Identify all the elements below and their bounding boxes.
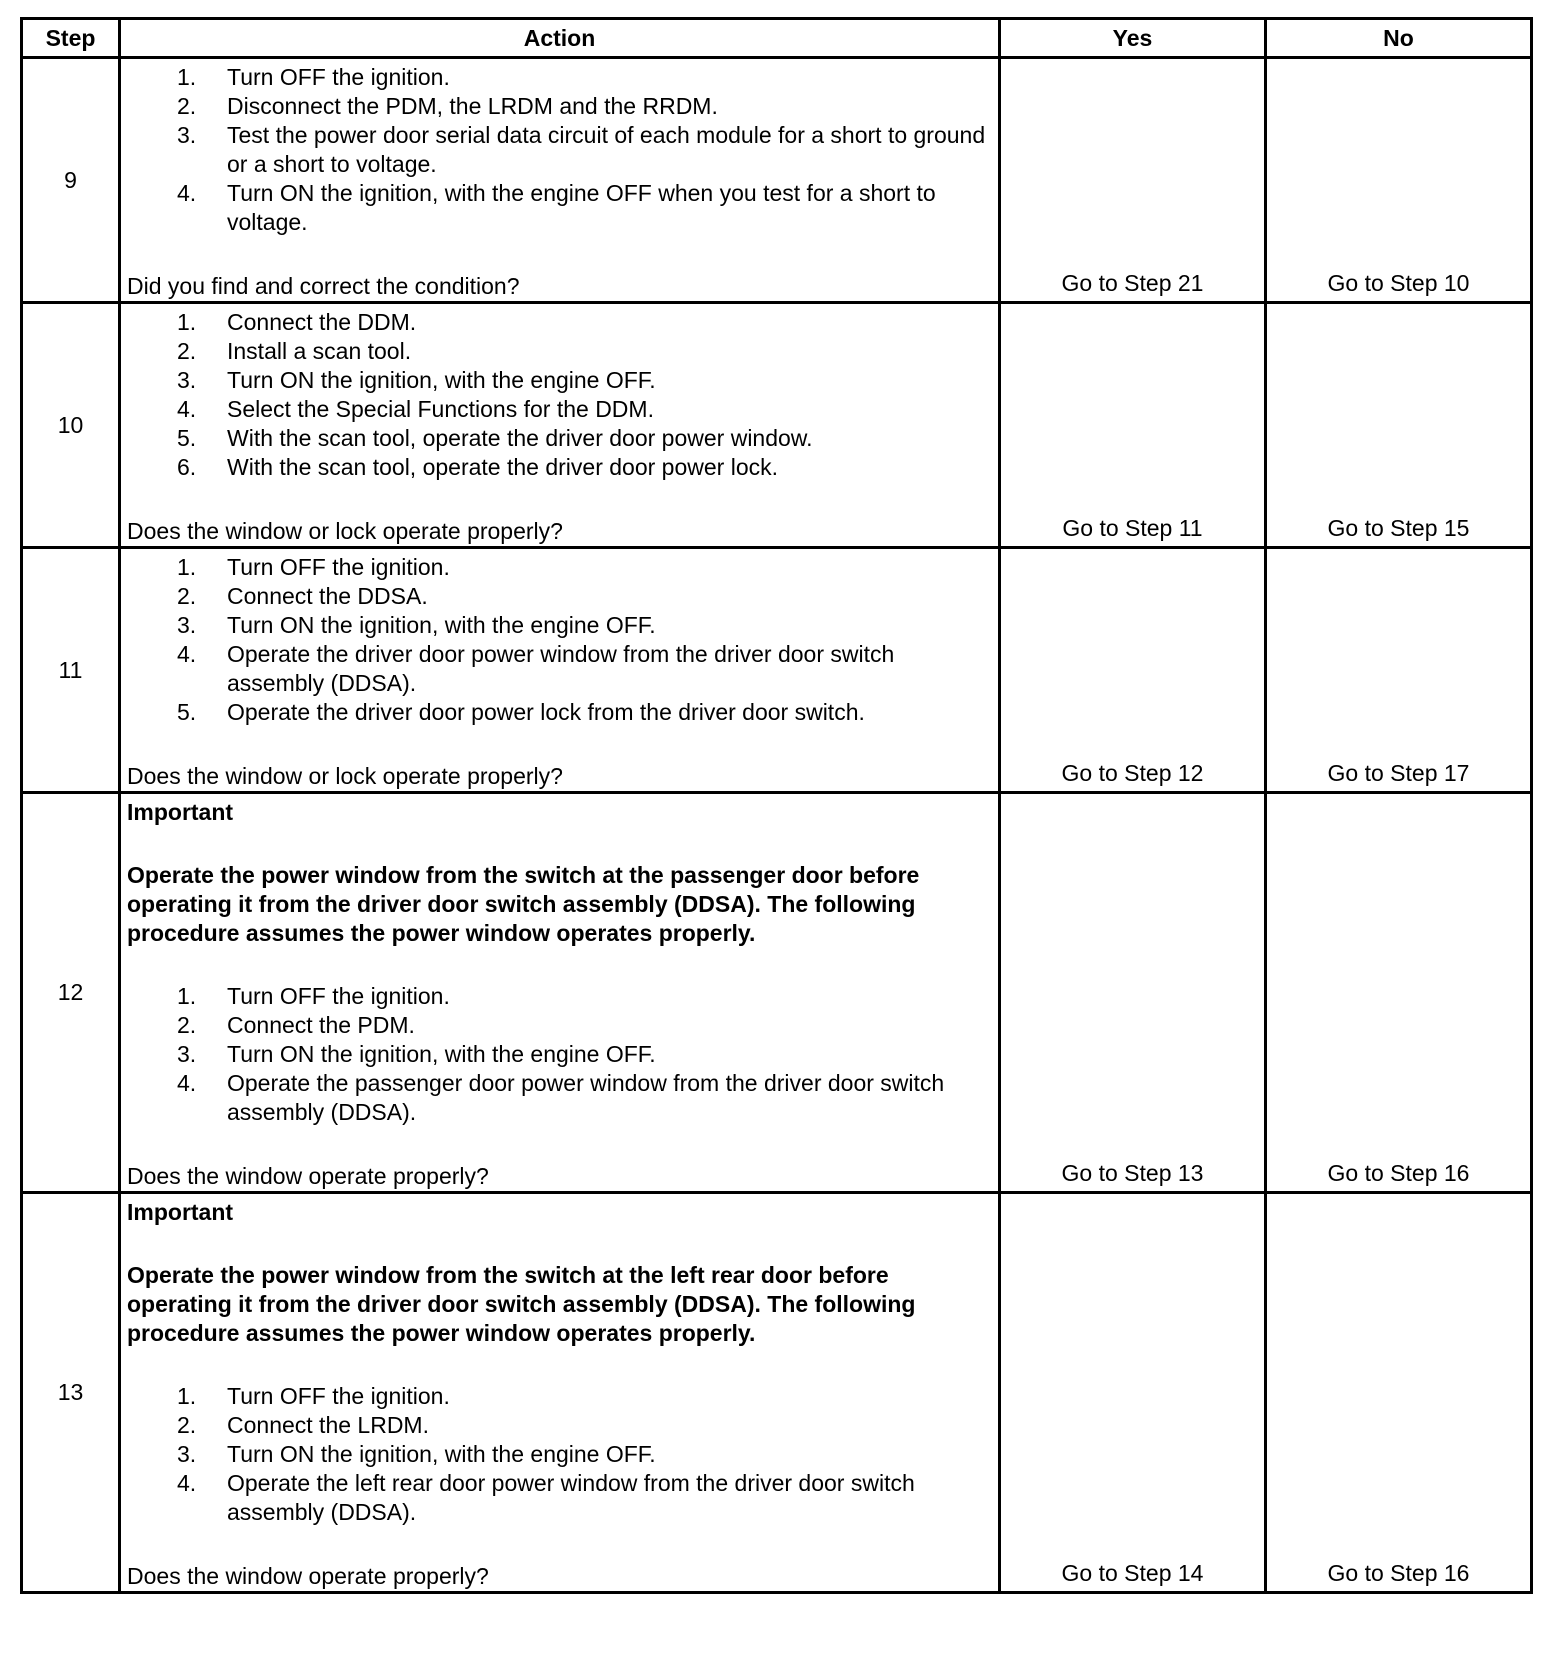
table-row: [22, 303, 1532, 548]
list-item-text: Operate the driver door power lock from the driver door switch.: [227, 699, 865, 725]
question-text: Does the window or lock operate properly?: [127, 518, 563, 544]
list-item: [127, 121, 990, 179]
yes-result: Go to Step 13: [1000, 793, 1266, 1193]
question-text: Does the window or lock operate properly?: [127, 763, 563, 789]
question-text: Did you find and correct the condition?: [127, 273, 520, 299]
list-item-text: Turn ON the ignition, with the engine OFF when you test for a short to voltage.: [227, 180, 936, 235]
list-item: [127, 308, 990, 337]
no-result: Go to Step 17: [1266, 548, 1532, 793]
list-item-text: Turn ON the ignition, with the engine OFF.: [227, 1041, 656, 1067]
list-item-number: 1.: [177, 983, 197, 1009]
list-item: [127, 63, 990, 92]
no-result: Go to Step 16: [1266, 1193, 1532, 1593]
list-item-text: Operate the driver door power window from the driver door switch assembly (DDSA).: [227, 641, 895, 696]
table-row: [22, 793, 1532, 1193]
list-item-text: With the scan tool, operate the driver door power lock.: [227, 454, 779, 480]
yes-result: Go to Step 21: [1000, 58, 1266, 303]
table-body: [22, 58, 1532, 1593]
header-yes: Yes: [1000, 19, 1266, 58]
procedure-list: [127, 982, 990, 1127]
important-note: Operate the power window from the switch at the passenger door before operating it from the driver door switch assembly (DDSA). The following procedure assumes the power window operates properly.: [127, 862, 920, 946]
header-no: No: [1266, 19, 1532, 58]
list-item-number: 1.: [177, 1383, 197, 1409]
list-item: [127, 1469, 990, 1527]
action-cell: [120, 548, 1000, 793]
step-number: 13: [22, 1193, 120, 1593]
list-item-text: Turn ON the ignition, with the engine OFF.: [227, 612, 656, 638]
list-item-text: Turn OFF the ignition.: [227, 1383, 450, 1409]
list-item-number: 3.: [177, 122, 197, 148]
table-row: [22, 1193, 1532, 1593]
list-item-text: Disconnect the PDM, the LRDM and the RRDM.: [227, 93, 718, 119]
procedure-list: [127, 63, 990, 237]
action-content: [127, 1198, 990, 1591]
important-note: Operate the power window from the switch at the left rear door before operating it from the driver door switch assembly (DDSA). The following procedure assumes the power window operates properly.: [127, 1262, 916, 1346]
list-item: [127, 453, 990, 482]
list-item-text: With the scan tool, operate the driver door power window.: [227, 425, 813, 451]
list-item: [127, 395, 990, 424]
list-item-text: Install a scan tool.: [227, 338, 412, 364]
list-item: [127, 553, 990, 582]
action-cell: [120, 58, 1000, 303]
list-item: [127, 1011, 990, 1040]
procedure-list: [127, 1382, 990, 1527]
important-title: Important: [127, 1199, 234, 1225]
table-row: [22, 548, 1532, 793]
list-item: [127, 1069, 990, 1127]
list-item-number: 5.: [177, 425, 197, 451]
list-item-text: Select the Special Functions for the DDM.: [227, 396, 654, 422]
list-item-text: Turn OFF the ignition.: [227, 64, 450, 90]
step-number: 12: [22, 793, 120, 1193]
yes-result: Go to Step 14: [1000, 1193, 1266, 1593]
list-item-number: 6.: [177, 454, 197, 480]
no-result: Go to Step 15: [1266, 303, 1532, 548]
list-item: [127, 640, 990, 698]
question-text: Does the window operate properly?: [127, 1563, 489, 1589]
list-item-text: Test the power door serial data circuit of each module for a short to ground or a short to voltage.: [227, 122, 986, 177]
list-item-number: 1.: [177, 64, 197, 90]
list-item: [127, 1040, 990, 1069]
list-item: [127, 179, 990, 237]
list-item-number: 1.: [177, 309, 197, 335]
list-item-number: 2.: [177, 338, 197, 364]
diagnostic-table: [20, 17, 1533, 1594]
list-item: [127, 337, 990, 366]
action-content: [127, 553, 990, 791]
no-result: Go to Step 10: [1266, 58, 1532, 303]
action-content: [127, 308, 990, 546]
procedure-list: [127, 553, 990, 727]
list-item-number: 2.: [177, 583, 197, 609]
list-item-number: 4.: [177, 180, 197, 206]
list-item: [127, 1382, 990, 1411]
list-item-number: 3.: [177, 1041, 197, 1067]
list-item-number: 2.: [177, 1412, 197, 1438]
list-item-text: Turn OFF the ignition.: [227, 554, 450, 580]
list-item-number: 2.: [177, 93, 197, 119]
table-row: [22, 58, 1532, 303]
list-item: [127, 1411, 990, 1440]
list-item-number: 5.: [177, 699, 197, 725]
list-item-text: Operate the left rear door power window from the driver door switch assembly (DDSA).: [227, 1470, 915, 1525]
action-cell: [120, 303, 1000, 548]
list-item-text: Turn OFF the ignition.: [227, 983, 450, 1009]
list-item-number: 4.: [177, 1070, 197, 1096]
list-item: [127, 611, 990, 640]
no-result: Go to Step 16: [1266, 793, 1532, 1193]
list-item-number: 4.: [177, 641, 197, 667]
action-content: [127, 63, 990, 301]
list-item: [127, 424, 990, 453]
list-item: [127, 698, 990, 727]
list-item-text: Connect the DDSA.: [227, 583, 428, 609]
step-number: 9: [22, 58, 120, 303]
header-row: [22, 19, 1532, 58]
list-item-number: 3.: [177, 612, 197, 638]
header-step: Step: [22, 19, 120, 58]
list-item-number: 3.: [177, 367, 197, 393]
header-action: Action: [120, 19, 1000, 58]
important-title: Important: [127, 799, 234, 825]
procedure-list: [127, 308, 990, 482]
list-item-number: 1.: [177, 554, 197, 580]
list-item: [127, 582, 990, 611]
step-number: 10: [22, 303, 120, 548]
list-item-text: Connect the DDM.: [227, 309, 417, 335]
list-item: [127, 982, 990, 1011]
action-cell: [120, 793, 1000, 1193]
list-item: [127, 1440, 990, 1469]
list-item-text: Turn ON the ignition, with the engine OFF.: [227, 1441, 656, 1467]
list-item: [127, 92, 990, 121]
list-item-text: Connect the LRDM.: [227, 1412, 429, 1438]
action-cell: [120, 1193, 1000, 1593]
yes-result: Go to Step 12: [1000, 548, 1266, 793]
list-item-text: Turn ON the ignition, with the engine OFF.: [227, 367, 656, 393]
question-text: Does the window operate properly?: [127, 1163, 489, 1189]
list-item-text: Operate the passenger door power window from the driver door switch assembly (DDSA).: [227, 1070, 945, 1125]
yes-result: Go to Step 11: [1000, 303, 1266, 548]
list-item-number: 4.: [177, 1470, 197, 1496]
list-item: [127, 366, 990, 395]
list-item-number: 2.: [177, 1012, 197, 1038]
step-number: 11: [22, 548, 120, 793]
action-content: [127, 798, 990, 1191]
list-item-number: 4.: [177, 396, 197, 422]
list-item-text: Connect the PDM.: [227, 1012, 415, 1038]
list-item-number: 3.: [177, 1441, 197, 1467]
